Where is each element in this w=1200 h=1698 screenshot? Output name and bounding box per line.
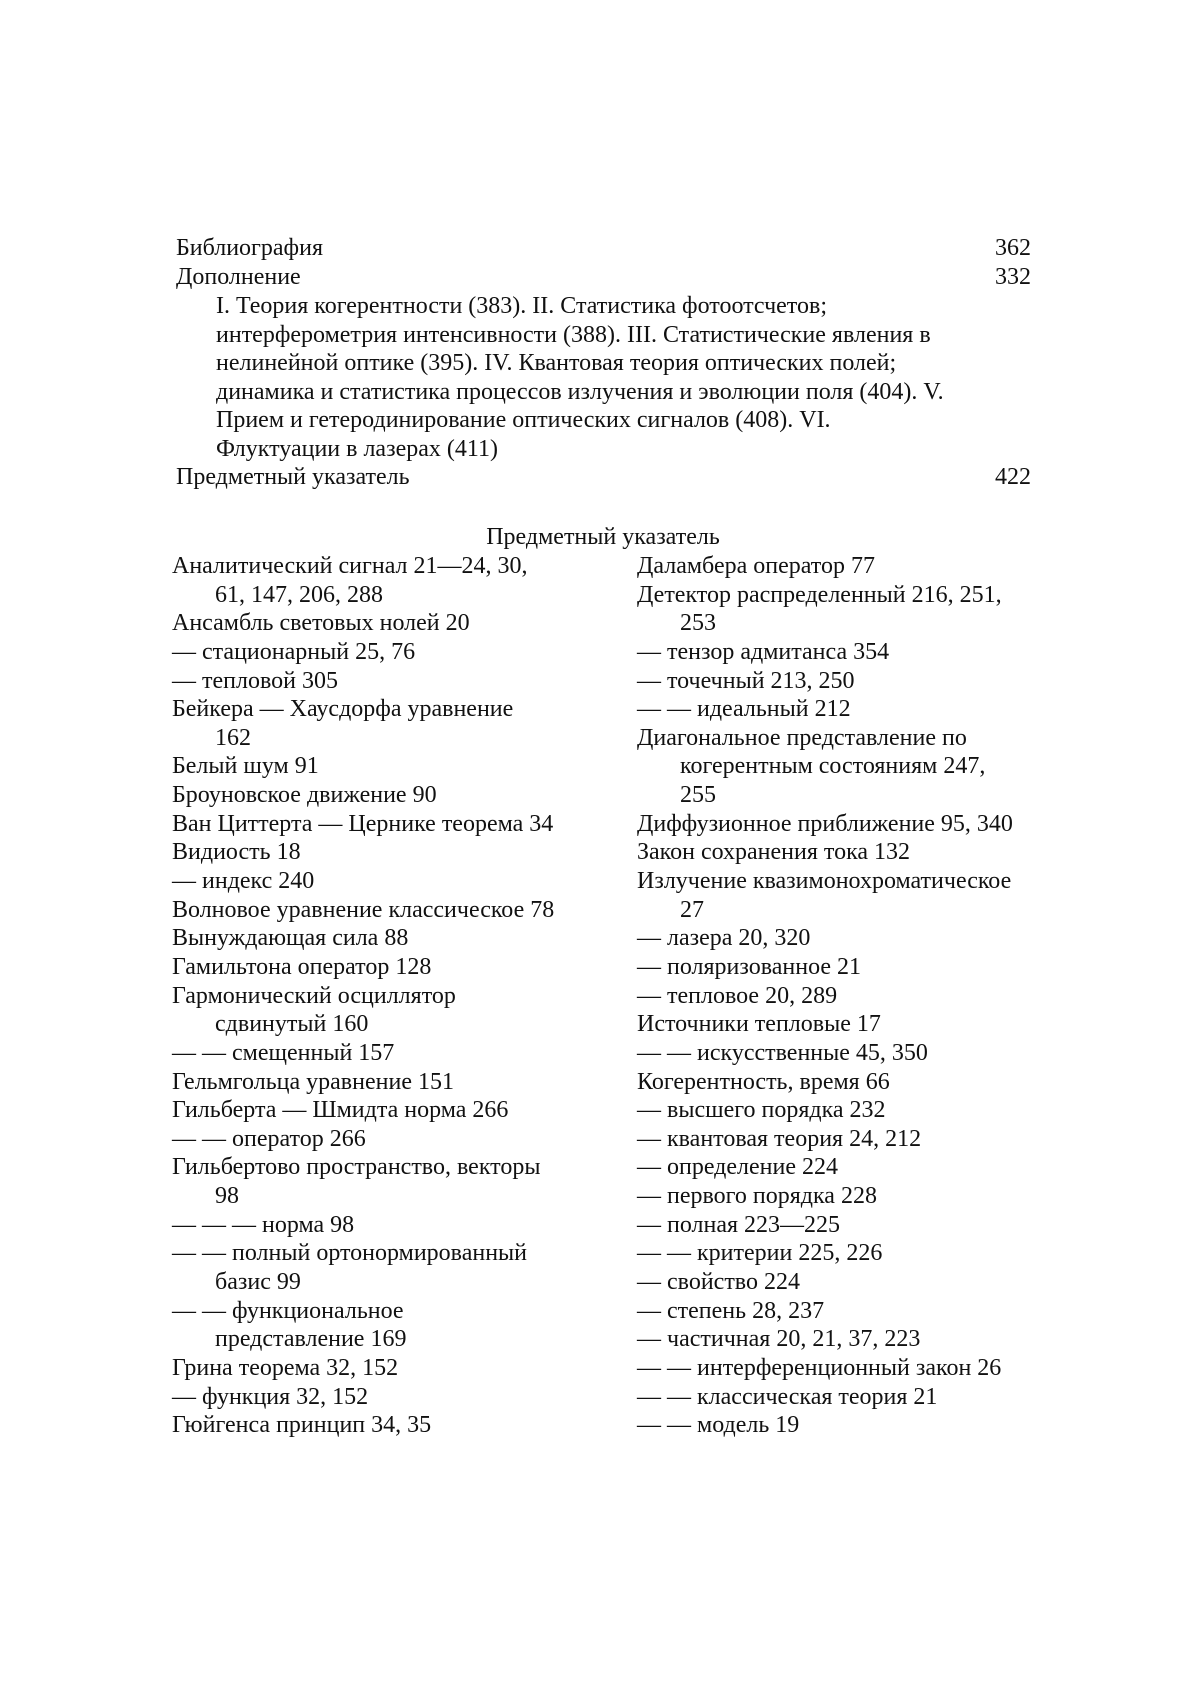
index-entry-line: Диагональное представление по <box>637 724 967 751</box>
index-entry-line: Гильберта — Шмидта норма 266 <box>172 1097 509 1124</box>
toc-description-line: динамика и статистика процессов излучения и эволюции поля (404). V. <box>216 378 944 405</box>
index-entry-line: сдвинутый 160 <box>215 1011 369 1038</box>
index-entry-line: — первого порядка 228 <box>637 1183 877 1210</box>
index-entry-line: 255 <box>680 782 716 809</box>
index-entry-line: — — идеальный 212 <box>637 696 851 723</box>
index-entry-line: представление 169 <box>215 1326 407 1353</box>
index-entry-line: — полная 223—225 <box>637 1211 841 1238</box>
index-entry-line: Видиость 18 <box>172 839 301 866</box>
toc-entry <box>176 263 1031 292</box>
index-entry-line: — — критерии 225, 226 <box>637 1240 883 1267</box>
index-entry-line: — — функциональное <box>172 1297 404 1324</box>
index-entry-line: Источники тепловые 17 <box>637 1011 881 1038</box>
index-entry-line: базис 99 <box>215 1269 301 1296</box>
index-entry-line: 98 <box>215 1183 239 1210</box>
index-entry-line: — стационарный 25, 76 <box>172 638 416 665</box>
index-entry-line: — квантовая теория 24, 212 <box>637 1125 922 1152</box>
index-entry-line: Грина теорема 32, 152 <box>172 1354 399 1381</box>
index-entry-line: Даламбера оператор 77 <box>637 553 875 579</box>
toc-entry-title: Библиография <box>176 235 323 261</box>
toc-description-line: нелинейной оптике (395). IV. Квантовая теория оптических полей; <box>216 350 897 376</box>
index-entry-line: — степень 28, 237 <box>637 1297 825 1324</box>
index-column-left <box>172 552 612 1440</box>
index-entry-line: Гельмгольца уравнение 151 <box>172 1068 454 1095</box>
index-entry-line: — — — норма 98 <box>172 1211 355 1238</box>
toc-entry-page: 422 <box>995 464 1031 490</box>
index-entry-line: Белый шум 91 <box>172 753 319 780</box>
index-entry-line: Когерентность, время 66 <box>637 1068 890 1095</box>
index-entry-line: Гармонический осциллятор <box>172 982 456 1009</box>
index-entry-line: Гильбертово пространство, векторы <box>172 1154 541 1181</box>
index-entry-line: Броуновское движение 90 <box>172 782 437 809</box>
index-entry-line: — поляризованное 21 <box>637 953 862 980</box>
index-entry-line: — высшего порядка 232 <box>637 1097 886 1124</box>
toc-entry-title: Дополнение <box>176 264 301 290</box>
index-entry-line: — точечный 213, 250 <box>637 667 855 694</box>
index-entry-line: Волновое уравнение классическое 78 <box>172 896 555 923</box>
index-entry-line: Вынуждающая сила 88 <box>172 925 409 952</box>
index-entry-line: Бейкера — Хаусдорфа уравнение <box>172 696 514 723</box>
index-entry-line: — — смещенный 157 <box>172 1039 395 1066</box>
toc-description-line: Прием и гетеродинирование оптических сигналов (408). VI. <box>216 407 831 433</box>
toc-entry <box>176 463 1031 492</box>
index-entry-line: Гюйгенса принцип 34, 35 <box>172 1412 432 1439</box>
index-entry-line: — — искусственные 45, 350 <box>637 1039 928 1066</box>
toc-entry-description <box>216 292 1006 463</box>
toc-entry <box>176 234 1031 263</box>
index-entry-line: — — классическая теория 21 <box>637 1383 938 1410</box>
index-entry-line: 61, 147, 206, 288 <box>215 581 383 608</box>
index-entry-line: Гамильтона оператор 128 <box>172 953 432 980</box>
index-entry-line: Диффузионное приближение 95, 340 <box>637 810 1013 837</box>
index-heading: Предметный указатель <box>486 524 720 550</box>
index-entry-line: — тепловое 20, 289 <box>637 982 838 1009</box>
index-entry-line: — свойство 224 <box>637 1269 800 1296</box>
index-entry-line: когерентным состояниям 247, <box>680 753 986 780</box>
index-entry-line: Аналитический сигнал 21—24, 30, <box>172 553 528 579</box>
index-column-right <box>637 552 1037 1440</box>
index-entry-line: 27 <box>680 896 704 923</box>
index-entry-line: 253 <box>680 610 716 637</box>
index-entry-line: — — интерференционный закон 26 <box>637 1354 1002 1381</box>
index-entry-line: — частичная 20, 21, 37, 223 <box>637 1326 921 1353</box>
toc-description-line: I. Теория когерентности (383). II. Статистика фотоотсчетов; <box>216 293 827 319</box>
table-of-contents <box>176 234 1031 492</box>
index-entry-line: — тепловой 305 <box>172 667 338 694</box>
index-entry-line: — определение 224 <box>637 1154 839 1181</box>
index-entry-line: — индекс 240 <box>172 868 315 895</box>
toc-entry-page: 362 <box>995 235 1031 261</box>
index-entry-line: Излучение квазимонохроматическое <box>637 868 1012 895</box>
toc-entry-page: 332 <box>995 264 1031 290</box>
index-entry-line: — — модель 19 <box>637 1412 800 1439</box>
index-entry-line: — — полный ортонормированный <box>172 1240 528 1267</box>
index-entry-line: — — оператор 266 <box>172 1125 366 1152</box>
index-entry-line: Ансамбль световых нолей 20 <box>172 610 470 637</box>
index-entry-line: Закон сохранения тока 132 <box>637 839 911 866</box>
index-entry-line: 162 <box>215 724 251 751</box>
index-entry-line: — лазера 20, 320 <box>637 925 811 952</box>
index-entry-line: Ван Циттерта — Цернике теорема 34 <box>172 810 554 837</box>
toc-description-line: Флуктуации в лазерах (411) <box>216 435 498 462</box>
toc-entry-title: Предметный указатель <box>176 464 410 490</box>
index-entry-line: Детектор распределенный 216, 251, <box>637 581 1002 608</box>
toc-description-line: интерферометрия интенсивности (388). III. Статистические явления в <box>216 321 931 348</box>
index-entry-line: — функция 32, 152 <box>172 1383 369 1410</box>
index-entry-line: — тензор адмитанса 354 <box>637 638 890 665</box>
